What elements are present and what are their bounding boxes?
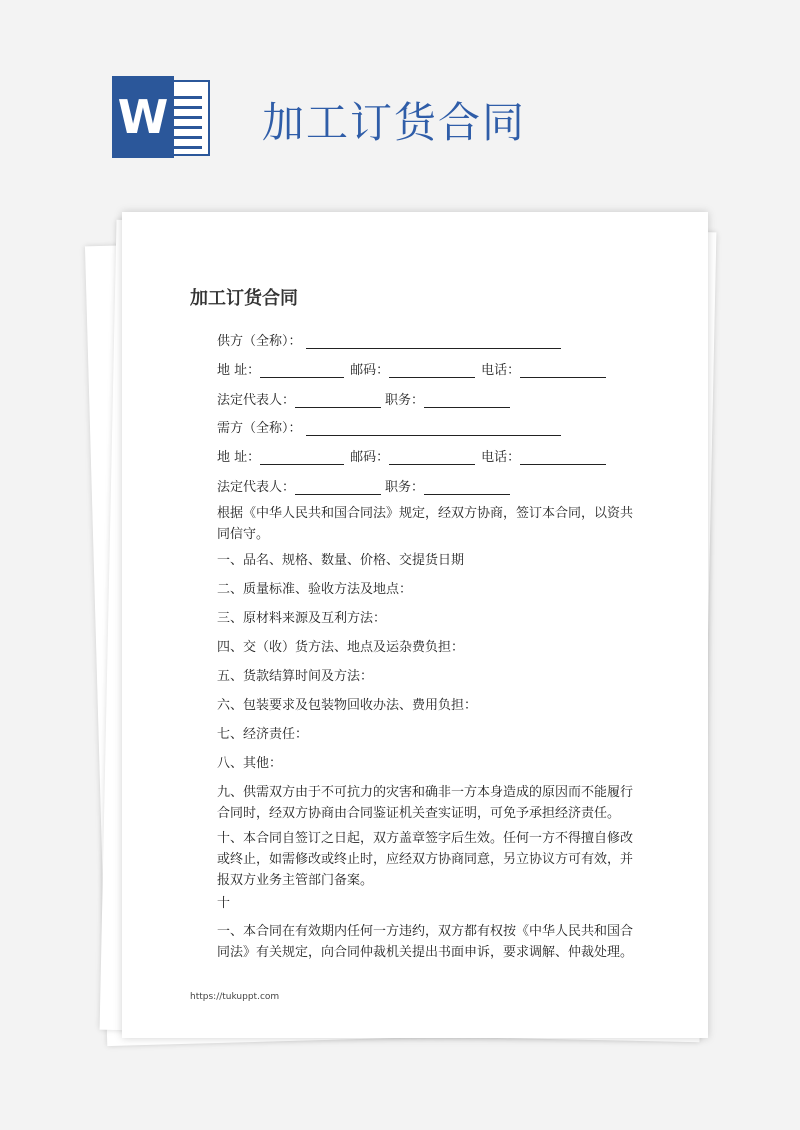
clause-8-text: 八、其他： <box>217 756 283 771</box>
clause-11-text: 一、本合同在有效期内任何一方违约，双方都有权按《中华人民共和国合同法》有关规定，向合同仲裁机关提出书面申诉，要求调解、仲裁处理。 <box>217 924 634 960</box>
buyer-address-label: 地 址： <box>217 450 261 465</box>
clause-3 <box>190 608 640 629</box>
clause-7-text: 七、经济责任： <box>217 727 309 742</box>
clause-7 <box>190 724 640 745</box>
clause-5-text: 五、货款结算时间及方法： <box>217 669 374 684</box>
document-title: 加工订货合同 <box>190 288 298 309</box>
buyer-postcode-blank[interactable] <box>389 450 475 465</box>
buyer-position-label: 职务： <box>385 480 425 495</box>
supplier-position-label: 职务： <box>385 393 425 408</box>
supplier-postcode-blank[interactable] <box>389 363 475 378</box>
clause-10-text: 十、本合同自签订之日起，双方盖章签字后生效。任何一方不得擅自修改或终止，如需修改或终止时，应经双方协商同意，另立协议方可有效，并报双方业务主管部门备案。 <box>217 831 634 888</box>
supplier-address-blank[interactable] <box>260 363 344 378</box>
supplier-phone-blank[interactable] <box>520 363 606 378</box>
clause-1-text: 一、品名、规格、数量、价格、交提货日期 <box>217 553 465 568</box>
supplier-rep-row <box>217 389 510 408</box>
buyer-rep-row <box>217 476 510 495</box>
brand-title: 加工订货合同 <box>262 98 527 147</box>
buyer-name-label: 需方（全称）： <box>217 421 302 436</box>
clause-2-text: 二、质量标准、验收方法及地点： <box>217 582 413 597</box>
supplier-name-label: 供方（全称）： <box>217 334 302 349</box>
clause-10 <box>190 828 640 891</box>
clause-3-text: 三、原材料来源及互利方法： <box>217 611 387 626</box>
clause-2 <box>190 579 640 600</box>
clause-11 <box>190 921 640 963</box>
buyer-phone-label: 电话： <box>481 450 521 465</box>
buyer-address-row <box>217 446 606 465</box>
word-letter: W <box>112 76 174 158</box>
buyer-postcode-label: 邮码： <box>350 450 390 465</box>
clause-5 <box>190 666 640 687</box>
supplier-address-row <box>217 359 606 378</box>
buyer-rep-blank[interactable] <box>295 480 381 495</box>
buyer-rep-label: 法定代表人： <box>217 480 296 495</box>
word-icon <box>112 76 212 158</box>
clause-1 <box>190 550 640 571</box>
intro-text: 根据《中华人民共和国合同法》规定，经双方协商，签订本合同，以资共同信守。 <box>217 506 634 542</box>
supplier-name-blank[interactable] <box>306 334 561 349</box>
clause-9 <box>190 782 640 824</box>
clause-8 <box>190 753 640 774</box>
clause-4 <box>190 637 640 658</box>
clause-4-text: 四、交（收）货方法、地点及运杂费负担： <box>217 640 465 655</box>
buyer-phone-blank[interactable] <box>520 450 606 465</box>
supplier-postcode-label: 邮码： <box>350 363 390 378</box>
buyer-name-row <box>217 417 561 436</box>
supplier-rep-blank[interactable] <box>295 393 381 408</box>
footer-url[interactable]: https://tukuppt.com <box>190 992 280 1002</box>
supplier-address-label: 地 址： <box>217 363 261 378</box>
supplier-phone-label: 电话： <box>481 363 521 378</box>
clause-11-head-text: 十 <box>217 896 231 911</box>
buyer-position-blank[interactable] <box>424 480 510 495</box>
clause-11-head <box>190 893 640 914</box>
intro-paragraph <box>190 503 640 545</box>
buyer-address-blank[interactable] <box>260 450 344 465</box>
supplier-position-blank[interactable] <box>424 393 510 408</box>
clause-9-text: 九、供需双方由于不可抗力的灾害和确非一方本身造成的原因而不能履行合同时，经双方协商由合同鉴证机关查实证明，可免予承担经济责任。 <box>217 785 634 821</box>
clause-6-text: 六、包装要求及包装物回收办法、费用负担： <box>217 698 478 713</box>
supplier-rep-label: 法定代表人： <box>217 393 296 408</box>
supplier-name-row <box>217 330 561 349</box>
buyer-name-blank[interactable] <box>306 421 561 436</box>
clause-6 <box>190 695 640 716</box>
